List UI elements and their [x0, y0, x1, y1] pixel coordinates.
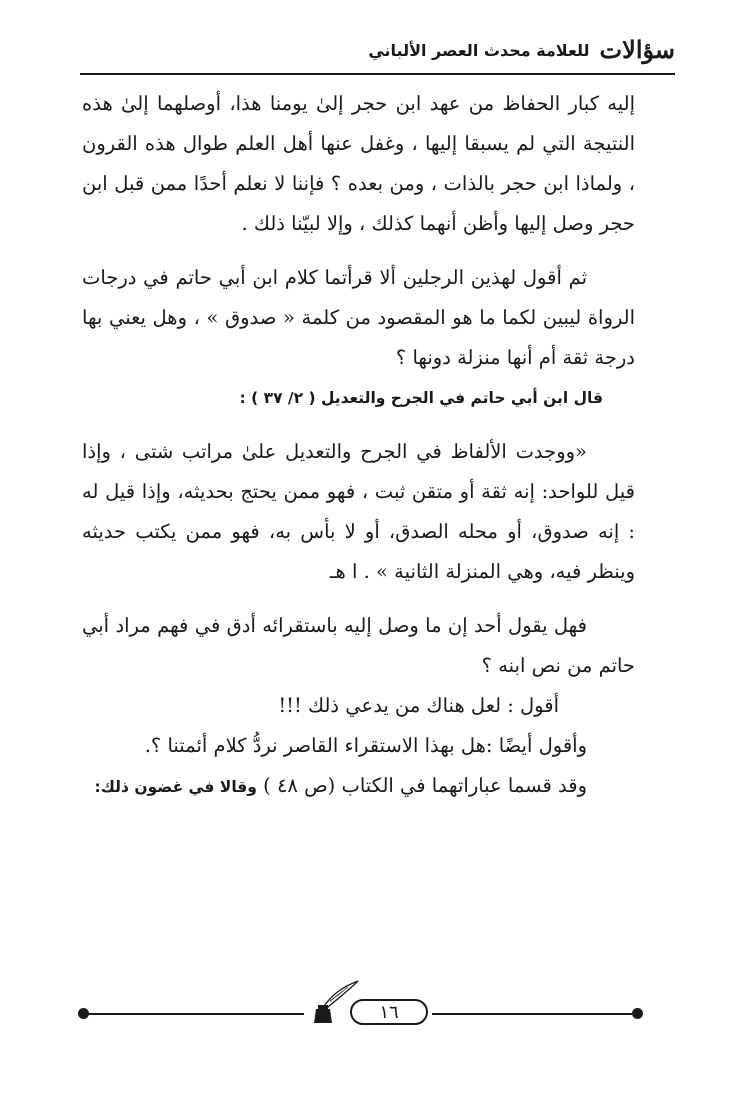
header-rule	[80, 73, 675, 75]
footer-line-right	[432, 1013, 632, 1015]
series-title: سؤالات	[599, 35, 675, 64]
paragraph-6-main: وقد قسما عباراتهما في الكتاب (ص ٤٨ )	[256, 774, 587, 797]
header-subtitle: للعلامة محدث العصر الألباني	[368, 41, 590, 60]
page-footer	[78, 985, 647, 1035]
paragraph-6-bold: وقالا في غضون ذلك:	[94, 778, 257, 796]
quote-paragraph: «ووجدت الألفاظ في الجرح والتعديل علىٰ مراتب شتى ، وإذا قيل للواحد: إنه ثقة أو متقن ثبت ، فهو ممن يحتج بحديثه، وإذا قيل له : إنه صدوق، أو محله الصدق، أو لا بأس به، فهو ممن يكتب حديثه وينظر فيه، وهي المنزلة الثانية » . ا هـ	[82, 440, 635, 583]
paragraph-2: ثم أقول لهذين الرجلين ألا قرأتما كلام ابن أبي حاتم في درجات الرواة ليبين لكما ما هو المقصود من كلمة « صدوق » ، وهل يعني بها درجة ثقة أم أنها منزلة دونها ؟	[82, 266, 635, 369]
page-number: ١٦	[350, 999, 428, 1025]
paragraph-4: أقول : لعل هناك من يدعي ذلك !!!	[278, 694, 559, 717]
paragraph-1: إليه كبار الحفاظ من عهد ابن حجر إلىٰ يومنا هذا، أوصلهما إلىٰ هذه النتيجة التي لم يسبقا إليها ، وغفل عنها أهل العلم طوال هذه القرون ، ولماذا ابن حجر بالذات ، ومن بعده ؟ فإننا لا نعلم أحدًا ممن قبل ابن حجر وصل إليها وأظن أنهما كذلك ، وإلا لبيّنا ذلك .	[82, 92, 635, 235]
quote-heading: قال ابن أبي حاتم في الجرح والتعديل ( ٢/ ٣٧ ) :	[239, 389, 603, 407]
page-header	[80, 22, 675, 62]
paragraph-6	[82, 766, 635, 807]
footer-line-left	[84, 1013, 304, 1015]
paragraph-5: وأقول أيضًا :هل بهذا الاستقراء القاصر نردُّ كلام أئمتنا ؟.	[144, 734, 587, 757]
paragraph-3: فهل يقول أحد إن ما وصل إليه باستقرائه أدق في فهم مراد أبي حاتم من نص ابنه ؟	[82, 614, 635, 677]
footer-dot-right	[632, 1008, 643, 1019]
page-body	[82, 84, 635, 807]
